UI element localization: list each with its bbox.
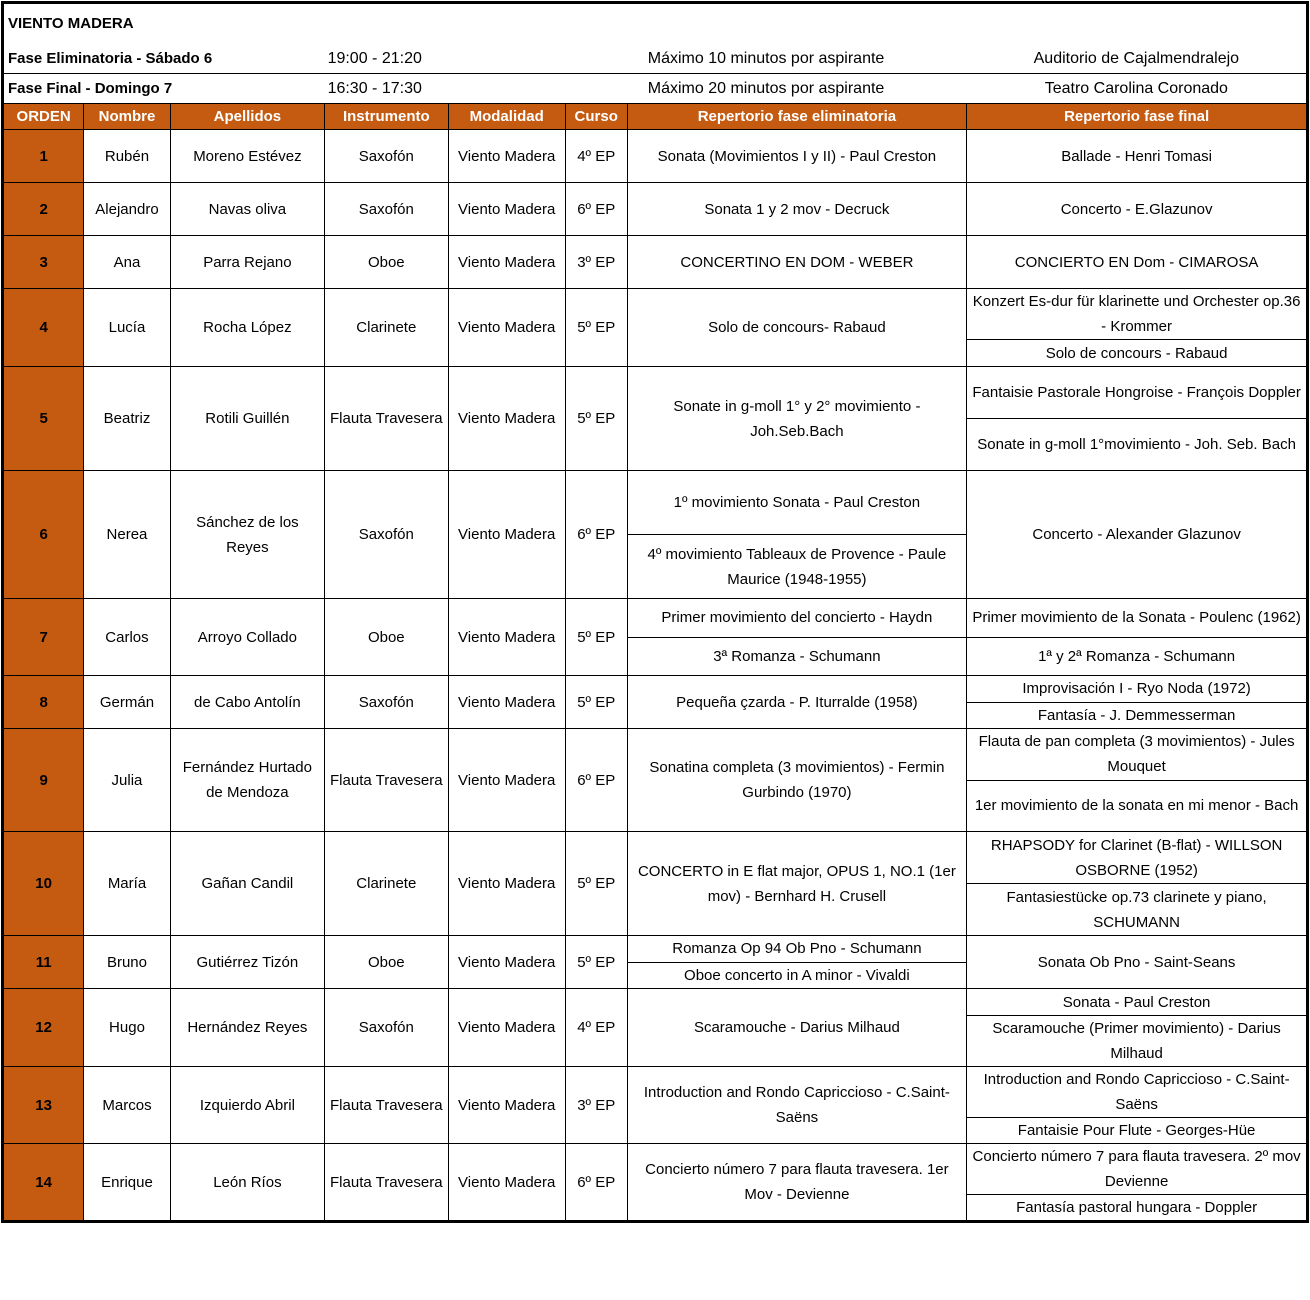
- table-row: [4, 367, 1307, 471]
- modality-cell: Viento Madera: [448, 989, 565, 1067]
- repertoire-item: Flauta de pan completa (3 movimientos) - Jules Mouquet: [978, 733, 1295, 776]
- repertoire-item: Scaramouche (Primer movimiento) - Darius Milhaud: [967, 1015, 1306, 1066]
- surname-cell: de Cabo Antolín: [170, 676, 324, 729]
- course-cell: 5º EP: [565, 936, 627, 989]
- surname-cell: Rotili Guillén: [170, 367, 324, 471]
- instrument-cell: Saxofón: [325, 471, 448, 599]
- course-cell: 5º EP: [565, 832, 627, 936]
- repertoire-item: 1ª y 2ª Romanza - Schumann: [967, 637, 1306, 676]
- surname-cell: Sánchez de los Reyes: [170, 471, 324, 599]
- repertoire-final-cell: [967, 1144, 1307, 1221]
- modality-cell: Viento Madera: [448, 183, 565, 236]
- repertoire-final-cell: [967, 289, 1307, 367]
- table-row: [4, 130, 1307, 183]
- order-cell: 14: [4, 1144, 84, 1221]
- table-row: [4, 236, 1307, 289]
- surname-cell: Gañan Candil: [170, 832, 324, 936]
- phase-time: 16:30 - 17:30: [325, 74, 566, 104]
- phase-name: Fase Eliminatoria - Sábado 6: [4, 44, 325, 74]
- table-row: [4, 729, 1307, 832]
- modality-cell: Viento Madera: [448, 236, 565, 289]
- instrument-cell: Saxofón: [325, 183, 448, 236]
- name-cell: Alejandro: [84, 183, 170, 236]
- table-row: [4, 289, 1307, 367]
- order-cell: 12: [4, 989, 84, 1067]
- repertoire-item: CONCIERTO EN Dom - CIMAROSA: [1014, 253, 1259, 271]
- repertoire-item: Pequeña çzarda - P. Iturralde (1958): [676, 693, 918, 711]
- repertoire-elim-cell: [627, 936, 967, 989]
- name-cell: Marcos: [84, 1067, 170, 1144]
- instrument-cell: Flauta Travesera: [325, 729, 448, 832]
- repertoire-item: Fantasía - J. Demmesserman: [967, 702, 1306, 729]
- name-cell: Rubén: [84, 130, 170, 183]
- repertoire-item: Konzert Es-dur für klarinette und Orchester op.36 - Krommer: [972, 293, 1301, 335]
- repertoire-item: Sonata - Paul Creston: [1062, 993, 1211, 1011]
- table-row: [4, 676, 1307, 729]
- name-cell: Beatriz: [84, 367, 170, 471]
- repertoire-item: Fantaisie Pastorale Hongroise - François Doppler: [972, 384, 1301, 401]
- order-cell: 6: [4, 471, 84, 599]
- repertoire-item: Concierto número 7 para flauta travesera. 2º mov Devienne: [972, 1148, 1301, 1190]
- table-row: [4, 936, 1307, 989]
- repertoire-elim-cell: [627, 471, 967, 599]
- repertoire-item: Sonate in g-moll 1°movimiento - Joh. Seb. Bach: [967, 418, 1306, 470]
- repertoire-item: Sonatina completa (3 movimientos) - Fermin Gurbindo (1970): [649, 759, 945, 801]
- repertoire-item: Oboe concerto in A minor - Vivaldi: [628, 962, 967, 989]
- column-header: Apellidos: [170, 104, 324, 130]
- column-header: Repertorio fase final: [967, 104, 1307, 130]
- order-cell: 2: [4, 183, 84, 236]
- table-row: [4, 183, 1307, 236]
- surname-cell: Izquierdo Abril: [170, 1067, 324, 1144]
- surname-cell: Parra Rejano: [170, 236, 324, 289]
- repertoire-item: Solo de concours- Rabaud: [708, 319, 886, 336]
- column-header: Repertorio fase eliminatoria: [627, 104, 967, 130]
- repertoire-elim-cell: [627, 832, 967, 936]
- repertoire-item: Ballade - Henri Tomasi: [1061, 147, 1212, 165]
- name-cell: Carlos: [84, 599, 170, 676]
- name-cell: Bruno: [84, 936, 170, 989]
- repertoire-final-cell: [967, 130, 1307, 183]
- repertoire-elim-cell: [627, 1067, 967, 1144]
- surname-cell: Navas oliva: [170, 183, 324, 236]
- modality-cell: Viento Madera: [448, 676, 565, 729]
- order-cell: 5: [4, 367, 84, 471]
- name-cell: Hugo: [84, 989, 170, 1067]
- order-cell: 9: [4, 729, 84, 832]
- table-row: [4, 1067, 1307, 1144]
- name-cell: Lucía: [84, 289, 170, 367]
- order-cell: 10: [4, 832, 84, 936]
- course-cell: 4º EP: [565, 989, 627, 1067]
- order-cell: 11: [4, 936, 84, 989]
- name-cell: Germán: [84, 676, 170, 729]
- surname-cell: Arroyo Collado: [170, 599, 324, 676]
- repertoire-elim-cell: [627, 367, 967, 471]
- course-cell: 3º EP: [565, 236, 627, 289]
- modality-cell: Viento Madera: [448, 1067, 565, 1144]
- repertoire-final-cell: [967, 989, 1307, 1067]
- course-cell: 5º EP: [565, 367, 627, 471]
- table-row: [4, 989, 1307, 1067]
- course-cell: 5º EP: [565, 289, 627, 367]
- repertoire-item: Sonata (Movimientos I y II) - Paul Creston: [657, 147, 937, 165]
- instrument-cell: Saxofón: [325, 130, 448, 183]
- column-header: Curso: [565, 104, 627, 130]
- order-cell: 7: [4, 599, 84, 676]
- repertoire-elim-cell: [627, 130, 967, 183]
- repertoire-item: Fantasía pastoral hungara - Doppler: [967, 1194, 1306, 1220]
- instrument-cell: Oboe: [325, 236, 448, 289]
- phase-row: [4, 74, 1307, 104]
- name-cell: Julia: [84, 729, 170, 832]
- phase-row: [4, 44, 1307, 74]
- column-header: Instrumento: [325, 104, 448, 130]
- modality-cell: Viento Madera: [448, 471, 565, 599]
- modality-cell: Viento Madera: [448, 367, 565, 471]
- column-header-row: [4, 104, 1307, 130]
- name-cell: Enrique: [84, 1144, 170, 1221]
- schedule-table: [3, 3, 1307, 1221]
- course-cell: 5º EP: [565, 599, 627, 676]
- modality-cell: Viento Madera: [448, 130, 565, 183]
- repertoire-item: Solo de concours - Rabaud: [967, 339, 1306, 366]
- repertoire-item: RHAPSODY for Clarinet (B-flat) - WILLSON OSBORNE (1952): [990, 836, 1283, 879]
- name-cell: Ana: [84, 236, 170, 289]
- order-cell: 1: [4, 130, 84, 183]
- course-cell: 6º EP: [565, 729, 627, 832]
- table-row: [4, 471, 1307, 599]
- order-cell: 4: [4, 289, 84, 367]
- repertoire-elim-cell: [627, 236, 967, 289]
- repertoire-final-cell: [967, 1067, 1307, 1144]
- repertoire-item: Fantaisie Pour Flute - Georges-Hüe: [967, 1117, 1306, 1143]
- course-cell: 6º EP: [565, 183, 627, 236]
- repertoire-final-cell: [967, 367, 1307, 471]
- repertoire-final-cell: [967, 936, 1307, 989]
- repertoire-final-cell: [967, 676, 1307, 729]
- surname-cell: Rocha López: [170, 289, 324, 367]
- order-cell: 3: [4, 236, 84, 289]
- repertoire-item: Romanza Op 94 Ob Pno - Schumann: [672, 940, 922, 958]
- modality-cell: Viento Madera: [448, 599, 565, 676]
- table-row: [4, 1144, 1307, 1221]
- repertoire-final-cell: [967, 183, 1307, 236]
- course-cell: 6º EP: [565, 471, 627, 599]
- repertoire-elim-cell: [627, 183, 967, 236]
- surname-cell: León Ríos: [170, 1144, 324, 1221]
- repertoire-item: Primer movimiento de la Sonata - Poulenc (1962): [972, 609, 1301, 627]
- modality-cell: Viento Madera: [448, 936, 565, 989]
- phase-max-time: Máximo 20 minutos por aspirante: [565, 74, 966, 104]
- repertoire-item: Primer movimiento del concierto - Haydn: [661, 609, 933, 627]
- repertoire-item: Improvisación I - Ryo Noda (1972): [1022, 680, 1251, 698]
- instrument-cell: Flauta Travesera: [325, 1067, 448, 1144]
- phase-time: 19:00 - 21:20: [325, 44, 566, 74]
- repertoire-item: Fantasiestücke op.73 clarinete y piano, SCHUMANN: [967, 883, 1306, 935]
- modality-cell: Viento Madera: [448, 832, 565, 936]
- instrument-cell: Oboe: [325, 936, 448, 989]
- instrument-cell: Flauta Travesera: [325, 367, 448, 471]
- repertoire-item: Introduction and Rondo Capriccioso - C.Saint-Saëns: [643, 1084, 950, 1126]
- surname-cell: Fernández Hurtado de Mendoza: [170, 729, 324, 832]
- course-cell: 6º EP: [565, 1144, 627, 1221]
- surname-cell: Moreno Estévez: [170, 130, 324, 183]
- modality-cell: Viento Madera: [448, 729, 565, 832]
- name-cell: Nerea: [84, 471, 170, 599]
- repertoire-item: Sonate in g-moll 1° y 2° movimiento - Joh.Seb.Bach: [673, 397, 921, 440]
- repertoire-item: Concerto - E.Glazunov: [1060, 200, 1213, 218]
- column-header: Modalidad: [448, 104, 565, 130]
- course-cell: 3º EP: [565, 1067, 627, 1144]
- repertoire-elim-cell: [627, 599, 967, 676]
- repertoire-item: Concerto - Alexander Glazunov: [1032, 526, 1241, 543]
- surname-cell: Hernández Reyes: [170, 989, 324, 1067]
- modality-cell: Viento Madera: [448, 289, 565, 367]
- repertoire-item: Sonata 1 y 2 mov - Decruck: [704, 200, 890, 218]
- instrument-cell: Saxofón: [325, 676, 448, 729]
- repertoire-final-cell: [967, 729, 1307, 832]
- course-cell: 4º EP: [565, 130, 627, 183]
- phase-name: Fase Final - Domingo 7: [4, 74, 325, 104]
- repertoire-elim-cell: [627, 989, 967, 1067]
- instrument-cell: Oboe: [325, 599, 448, 676]
- repertoire-item: CONCERTO in E flat major, OPUS 1, NO.1 (1er mov) - Bernhard H. Crusell: [637, 862, 956, 905]
- surname-cell: Gutiérrez Tizón: [170, 936, 324, 989]
- page-title: VIENTO MADERA: [4, 4, 1307, 44]
- repertoire-item: Sonata Ob Pno - Saint-Seans: [1037, 953, 1236, 971]
- order-cell: 8: [4, 676, 84, 729]
- repertoire-item: 1º movimiento Sonata - Paul Creston: [673, 494, 921, 511]
- modality-cell: Viento Madera: [448, 1144, 565, 1221]
- phase-max-time: Máximo 10 minutos por aspirante: [565, 44, 966, 74]
- instrument-cell: Flauta Travesera: [325, 1144, 448, 1221]
- repertoire-item: Scaramouche - Darius Milhaud: [693, 1019, 900, 1036]
- name-cell: María: [84, 832, 170, 936]
- instrument-cell: Clarinete: [325, 289, 448, 367]
- repertoire-elim-cell: [627, 289, 967, 367]
- repertoire-final-cell: [967, 236, 1307, 289]
- repertoire-item: 3ª Romanza - Schumann: [628, 637, 967, 676]
- phase-venue: Auditorio de Cajalmendralejo: [967, 44, 1307, 74]
- course-cell: 5º EP: [565, 676, 627, 729]
- table-row: [4, 599, 1307, 676]
- instrument-cell: Clarinete: [325, 832, 448, 936]
- repertoire-final-cell: [967, 832, 1307, 936]
- column-header: ORDEN: [4, 104, 84, 130]
- order-cell: 13: [4, 1067, 84, 1144]
- instrument-cell: Saxofón: [325, 989, 448, 1067]
- repertoire-elim-cell: [627, 1144, 967, 1221]
- repertoire-final-cell: [967, 599, 1307, 676]
- table-row: [4, 832, 1307, 936]
- repertoire-item: 4º movimiento Tableaux de Provence - Paule Maurice (1948-1955): [628, 534, 967, 598]
- phase-venue: Teatro Carolina Coronado: [967, 74, 1307, 104]
- repertoire-item: Concierto número 7 para flauta travesera. 1er Mov - Devienne: [645, 1161, 949, 1203]
- repertoire-item: CONCERTINO EN DOM - WEBER: [680, 253, 914, 271]
- repertoire-final-cell: [967, 471, 1307, 599]
- repertoire-elim-cell: [627, 676, 967, 729]
- repertoire-item: 1er movimiento de la sonata en mi menor - Bach: [967, 780, 1306, 832]
- column-header: Nombre: [84, 104, 170, 130]
- repertoire-elim-cell: [627, 729, 967, 832]
- repertoire-item: Introduction and Rondo Capriccioso - C.Saint-Saëns: [983, 1071, 1290, 1113]
